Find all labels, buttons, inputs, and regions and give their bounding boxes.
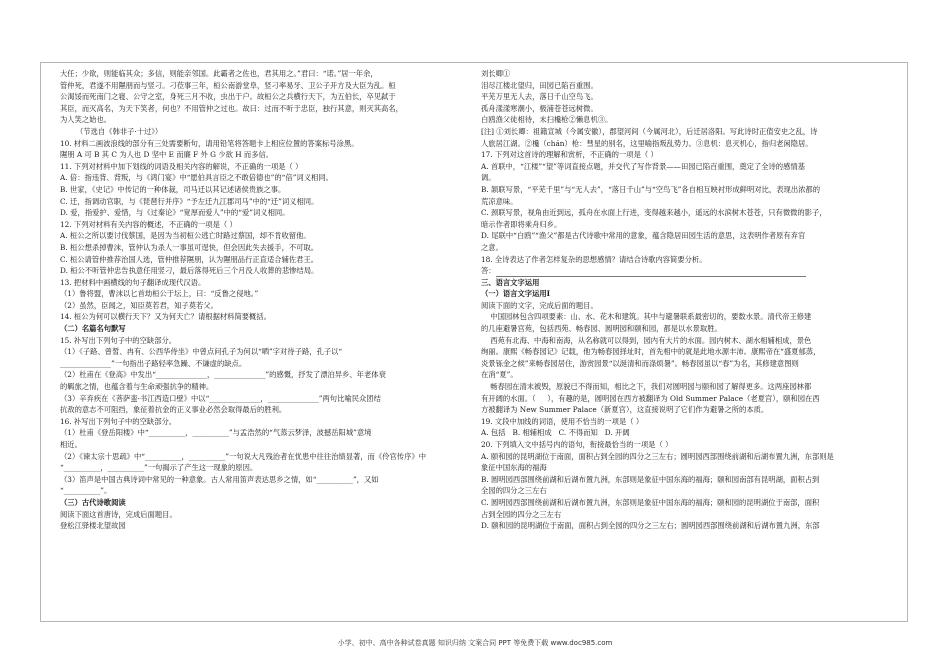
text-line: （3）笛声是中国古典诗词中常见的一种意象。古人常用笛声表达思乡之情，如“__________”，又如 (60, 474, 379, 484)
text-line: 暗示作者即将乘舟归乡。 (481, 219, 562, 229)
question-12: 12. 下列对材料有关内容的概述，不正确的一项是（ ） (60, 219, 237, 229)
text-line: 的羁旅之情，也蕴含着与生命顽强抗争的精神。 (60, 382, 214, 392)
question-13: 13. 把材料中画横线的句子翻译成现代汉语。 (60, 277, 206, 287)
question-20: 20. 下列填入文中括号内的语句，衔接最恰当的一项是（ ） (481, 440, 673, 449)
answer-row (481, 265, 889, 277)
text-line: 调。 (481, 173, 496, 183)
poem-line: 平芜万里无人去，落日千山空鸟飞。 (481, 92, 598, 102)
section-heading: （三）古代诗歌阅读 (60, 497, 126, 507)
section-heading: 三、语言文字运用 (481, 277, 540, 287)
text-line: 隰朋 A 可 B 其 C 为人也 D 坚中 E 而廉 F 外 G 少欲 H 而多信。 (60, 150, 274, 160)
text-line: （1）鲁将盟，曹沫以匕首劫桓公于坛上，曰：“反鲁之侵地。” (60, 289, 259, 299)
passage-line: 西苑有北海、中海和南海，从名称就可以得到，园内有大片的水面。园内树木、湖水相辅相成，景色 (481, 335, 812, 345)
question-19: 19. 文段中加线的词语，使用不恰当的一项是（ ） (481, 416, 644, 426)
text-line: 其臣，而灭高名，为天下笑者，何也？不用管仲之过也。故曰：过而不听于忠臣，独行其意，则灭其高名， (60, 103, 403, 113)
text-line: （2）《谏太宗十思疏》中“__________，__________”一句说大凡残治者在忧患中往往治绩显著，而《伶官传序》中 (60, 451, 426, 461)
text-line: 公渴馁而死南门之寝、公守之室，身死三月不收，虫出于户。故桓公之兵横行天下，为五伯长，卒见弑于 (60, 92, 396, 102)
text-line: 阅读下面这首唐诗，完成后面题目。 (60, 509, 177, 519)
question-17: 17. 下列对这首诗的理解和赏析，不正确的一项是（ ） (481, 150, 658, 160)
option-c: C. 圆明园西部围绕前湖和后湖布置九洲，东部则是象征中国东海的福海；颐和园的昆明湖位于南部，面积 (481, 497, 820, 507)
passage-line: 有开阔的水面。（ ），有趣的是，圆明园在西方被翻译为 Old Summer Palace（老夏宫），颐和园在西 (481, 393, 820, 403)
option-b: B. 桓公想杀掉曹沫，管仲认为杀人一事虽可逞快，但会因此失去援手，不可取。 (60, 242, 319, 252)
option-b: B. 世家，《史记》中传记的一种体裁，司马迁以其记述诸侯贵族之事。 (60, 184, 286, 194)
text-line: 象征中国东海的福海 (481, 463, 547, 473)
text-line: ______________”一句指出子路轻率急躁、不谦虚的缺点。 (60, 358, 247, 368)
answer-label: 答： (481, 266, 496, 276)
option-c: C. 桓公请管仲推荐治国人选，管仲推荐隰朋，认为隰朋品行正直适合辅佐君王。 (60, 254, 319, 264)
text-line: 大任；少欲，则能临其众；多信，则能亲邻国。此霸者之佐也，君其用之。”君曰：“诺。”居一年余， (60, 69, 378, 78)
option-d: D. 桓公不听管仲忠告执意任用竖刁，最后落得死后三个月没人收葬的悲惨结局。 (60, 266, 319, 276)
text-line: “__________”。 (60, 486, 112, 496)
section-heading: （二）名篇名句默写 (60, 324, 126, 334)
poem-note: 人旅居江湖。②欃（chán）枪：彗星的别名，这里喻指叛乱势力。③息机：息灭机心，指归老闲隐居。 (481, 138, 813, 148)
passage-line: 的几座避暑宫苑，包括西苑、畅春园、圆明园和颐和园，都是以水景取胜。 (481, 324, 722, 334)
option-d: D. 爱，指爱护、爱惜，与《过秦论》“宽厚而爱人”中的“爱”词义相同。 (60, 208, 290, 218)
poem-line: 泪尽江楼北望归，田园已陷百重围。 (481, 80, 598, 90)
question-10: 10. 材料二画波浪线的部分有三处需要断句，请用铅笔将答题卡上相应位置的答案标号涂黑。 (60, 138, 359, 148)
option-c: C. 迁，指调动官职，与《琵琶行并序》“予左迁九江郡司马”中的“迁”词义相同。 (60, 196, 319, 206)
option-d: D. 尾联中“白鸥”“渔父”都是古代诗歌中常用的意象，蕴含隐居田园生活的意思，这表明作者原有弃官 (481, 231, 806, 241)
passage-line: 畅春园在清末被毁，原貌已不得而知，相比之下，我们对圆明园与颐和园了解得更多。这两座园林都 (481, 382, 812, 392)
right-column (481, 68, 889, 532)
question-11: 11. 下列对材料中加下划线的词语及相关内容的解说，不正确的一项是（ ） (60, 161, 303, 171)
text-line: 全园的四分之三左右 (481, 486, 547, 496)
option-a: A. 桓公之所以要讨伐蔡国，是因为当初桓公逃亡时路过蔡国，却不肯收留他。 (60, 231, 311, 241)
text-line: 荒凉意味。 (481, 196, 518, 206)
poem-note: [注] ①刘长卿：祖籍宣城（今属安徽），郡望河间（今属河北），后迁居洛阳。写此诗时正值安史之乱，诗 (481, 126, 818, 136)
subsection-heading: （一）语言文字运用Ⅰ (481, 289, 551, 299)
text-line: “__________，__________”一句揭示了产生这一现象的原因。 (60, 463, 258, 473)
text-line: （1）杜甫《登岳阳楼》中“__________，__________”与孟浩然的“气蒸云梦泽，波撼岳阳城”意境 (60, 428, 372, 438)
text-line: 占到全园的四分之三左右 (481, 509, 562, 519)
text-line: 阅读下面的文字，完成后面的题目。 (481, 300, 598, 310)
left-column (60, 68, 460, 532)
passage-line: 炎景铄金之候”来畅春园居住，游赏园景“以涎清和而涤烦暑”。畅春园虽以“春”为名，其修建意图则 (481, 358, 799, 368)
poem-author: 刘长卿① (481, 69, 511, 78)
text-line: 相近。 (60, 440, 82, 449)
option-b: B. 圆明园西部围绕前湖和后湖布置九洲，东部则是象征中国东海的福海；颐和园南部有昆明湖，面积占到 (481, 474, 820, 484)
text-line: （3）辛弃疾在《菩萨蛮·书江西造口壁》中以“______________，______________”两句比喻民众团结 (60, 393, 381, 403)
answer-line[interactable] (496, 268, 806, 277)
option-d: D. 颐和园的昆明湖位于南面，面积占到全园的四分之三左右；圆明园西部围绕前湖和后湖布置九洲，东部 (481, 521, 820, 531)
text-line: 为人笑之始也。 (60, 115, 112, 125)
text-line: 抗敌的意志不可阻挡，象征着抗金的正义事业必然会取得最后的胜利。 (60, 405, 287, 415)
poem-title: 登松江驿楼北望故园 (60, 521, 126, 531)
option-b: B. 颔联写景，“平芜千里”与“无人去”，“落日千山”与“空鸟飞”各自相互映衬形成鲜明对比，表现出浓都的 (481, 184, 821, 194)
text-line: （2）虽然，臣闻之，知臣莫若君，知子莫若父。 (60, 300, 218, 310)
option-c: C. 颈联写景，视角由近到远，孤舟在水面上行进，变得越来越小，遥远的水滨树木苍苍，只有微微的影子， (481, 208, 827, 218)
passage-line: 方被翻译为 New Summer Palace（新夏宫），这直接说明了它们作为避暑之所的本质。 (481, 405, 769, 415)
question-15: 15. 补写出下列句子中的空缺部分。 (60, 335, 177, 345)
text-line: 之意。 (481, 242, 503, 252)
question-14: 14. 桓公为何可以横行天下？又为何天亡？请根据材料简要概括。 (60, 312, 271, 322)
passage-line: 中国园林包含四项要素：山、水、花木和建筑。其中与避暑联系最密切的，要数水景。清代帝王修建 (481, 312, 812, 322)
question-18: 18. 全诗表达了作者怎样复杂的思想感情？请结合诗歌内容简要分析。 (481, 254, 707, 264)
footer-text: 小学、初中、高中各种试卷真题 知识归纳 文案合同 PPT 等免费下载 www.doc985.com (337, 639, 613, 647)
option-a: A. 颐和园的昆明湖位于南面，面积占到全园的四分之三左右；圆明园西部围绕前湖和后湖布置九洲，东部则是 (481, 451, 834, 461)
poem-line: 白鸥渔父徒相待，未扫欃枪②懒息机③。 (481, 115, 613, 125)
passage-line: 绚丽。康熙《畅春园记》记载，他为畅春园择址时，首先相中的就是此地水源丰沛。康熙帝在“盛夏郁蒸， (481, 347, 821, 357)
text-line: （1）《子路、曾皙、冉有、公西华侍坐》中曾点问孔子为何以“哂”字对待子路，孔子以“ (60, 347, 343, 357)
question-16: 16. 补写出下列句子中的空缺部分。 (60, 416, 177, 426)
source-note: （节选自《韩非子·十过》） (76, 126, 163, 136)
option-a: A. 首联中，“江楼”“望”等词直接点题，并交代了写作背景——田园已陷百重围，奠定了全诗的感情基 (481, 161, 805, 171)
options-row: A. 包括 B. 相辅相成 C. 不得而知 D. 开阔 (481, 428, 630, 438)
option-a: A. 倍：指违背、背叛，与《鸿门宴》中“愿伯具言臣之不敢倍德也”的“倍”词义相同。 (60, 173, 333, 183)
text-line: 管仲死，君遂不用隰朋而与竖刁。刁莅事三年，桓公南游堂阜，竖刁率易牙、卫公子开方及大臣为乱。桓 (60, 80, 396, 90)
text-line: （2）杜甫在《登高》中发出“______________，______________”的感慨，抒发了漂泊异乡、年老体衰 (60, 370, 386, 380)
passage-line: 在消“夏”。 (481, 370, 518, 380)
poem-line: 孤舟漾漾寒潮小，极浦苍苍远树微。 (481, 103, 598, 113)
